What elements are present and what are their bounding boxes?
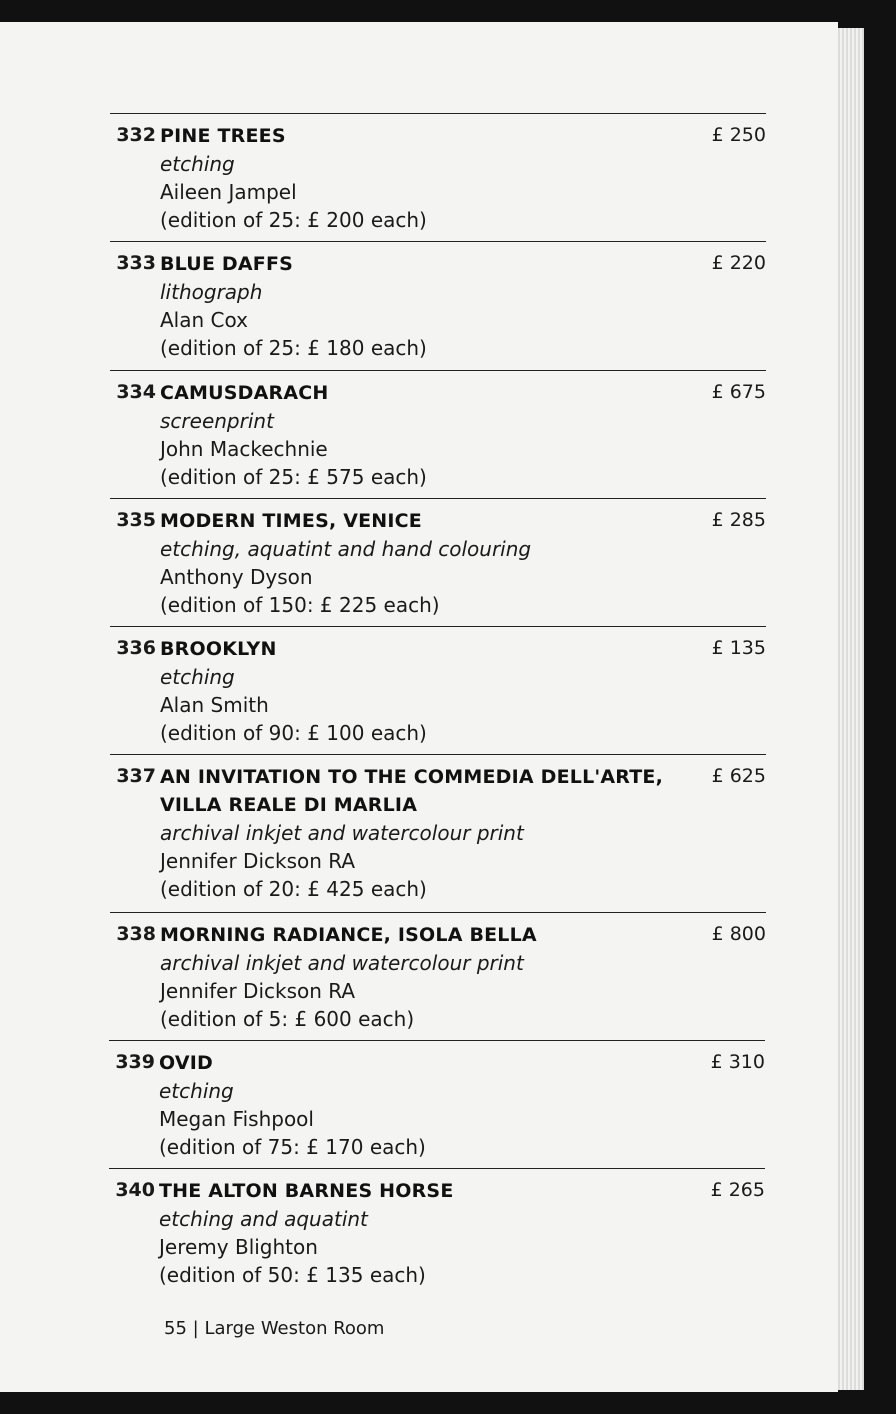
entry-artist: Alan Smith [160,693,269,717]
entry-details [160,763,680,903]
entry-medium: etching and aquatint [159,1207,368,1231]
entry-details [160,250,680,362]
catalogue-entry [109,1040,765,1159]
entry-edition: (edition of 5: £ 600 each) [160,1007,415,1031]
entry-edition: (edition of 20: £ 425 each) [160,877,427,901]
entry-number: 334 [116,381,156,403]
entry-artist: Megan Fishpool [159,1107,314,1131]
catalogue-entry [110,241,766,360]
entry-artist: Alan Cox [160,308,248,332]
entry-title: THE ALTON BARNES HORSE [159,1180,454,1202]
entry-edition: (edition of 75: £ 170 each) [159,1135,426,1159]
entry-details [160,921,680,1033]
entry-medium: etching, aquatint and hand colouring [160,537,532,561]
entry-number: 332 [116,124,156,146]
entry-artist: John Mackechnie [160,437,328,461]
entry-number: 338 [116,923,156,945]
room-name: Large Weston Room [204,1318,385,1339]
entry-title: BLUE DAFFS [160,253,294,275]
entry-number: 333 [116,252,156,274]
entry-artist: Anthony Dyson [160,565,313,589]
page-edge [838,28,864,1390]
entry-price: £ 625 [711,765,766,787]
catalogue-entry [110,113,766,232]
entry-edition: (edition of 25: £ 180 each) [160,336,427,360]
footer-separator: | [192,1318,199,1339]
entry-number: 339 [115,1051,155,1073]
entry-edition: (edition of 150: £ 225 each) [160,593,440,617]
entry-price: £ 250 [711,124,766,146]
entry-title: MODERN TIMES, VENICE [160,510,422,532]
entry-artist: Jennifer Dickson RA [160,849,356,873]
entry-title: AN INVITATION TO THE COMMEDIA DELL'ARTE, [160,766,664,788]
entry-details [160,507,680,619]
entry-edition: (edition of 90: £ 100 each) [160,721,427,745]
page-footer [164,1318,384,1339]
entry-edition: (edition of 25: £ 200 each) [160,208,427,232]
entry-artist: Jennifer Dickson RA [160,979,356,1003]
entry-edition: (edition of 50: £ 135 each) [159,1263,426,1287]
entry-title: PINE TREES [160,125,286,147]
entry-medium: lithograph [160,280,263,304]
entry-medium: archival inkjet and watercolour print [160,951,524,975]
entry-medium: screenprint [160,409,274,433]
catalogue-entry [110,498,766,617]
entry-number: 336 [116,637,156,659]
entry-artist: Aileen Jampel [160,180,297,204]
entry-title: OVID [159,1052,213,1074]
entry-details [160,635,680,747]
entry-medium: etching [159,1079,234,1103]
entry-price: £ 285 [711,509,766,531]
entry-number: 337 [116,765,156,787]
entry-price: £ 135 [711,637,766,659]
catalogue-entry [110,912,766,1031]
entry-number: 340 [115,1179,155,1201]
catalogue-entry [110,370,766,489]
entry-title: CAMUSDARACH [160,382,329,404]
entry-details [159,1177,679,1289]
entry-title-line-2: VILLA REALE DI MARLIA [160,794,418,816]
entry-medium: etching [160,152,235,176]
entry-price: £ 675 [711,381,766,403]
page-number: 55 [164,1318,187,1339]
entry-medium: archival inkjet and watercolour print [160,821,524,845]
catalogue-entry [110,754,766,901]
entry-price: £ 310 [710,1051,765,1073]
entry-details [160,379,680,491]
catalogue-entry [110,626,766,745]
catalogue-entry [109,1168,765,1287]
entry-title: BROOKLYN [160,638,277,660]
entry-edition: (edition of 25: £ 575 each) [160,465,427,489]
entry-price: £ 800 [711,923,766,945]
entry-price: £ 265 [710,1179,765,1201]
entry-title: MORNING RADIANCE, ISOLA BELLA [160,924,537,946]
entry-number: 335 [116,509,156,531]
entry-details [159,1049,679,1161]
entry-details [160,122,680,234]
entry-artist: Jeremy Blighton [159,1235,318,1259]
entry-price: £ 220 [711,252,766,274]
entry-medium: etching [160,665,235,689]
